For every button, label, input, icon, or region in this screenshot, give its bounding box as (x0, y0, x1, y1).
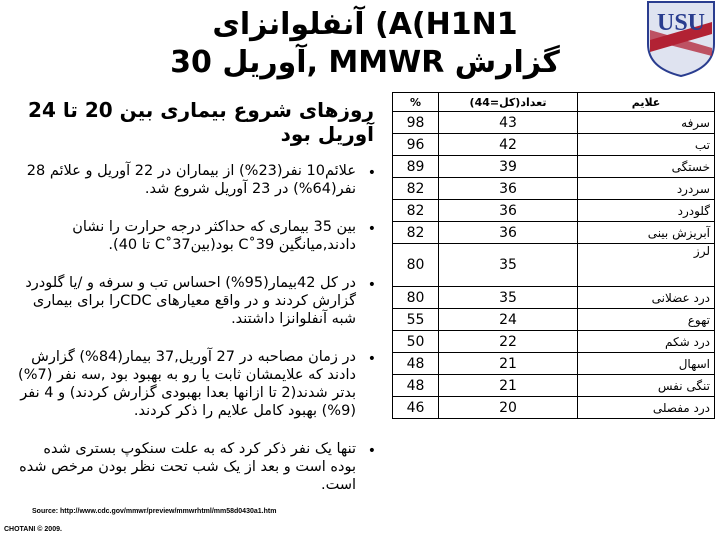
count-cell: 21 (439, 353, 578, 375)
symptom-cell: سردرد (578, 178, 715, 200)
percent-cell: 89 (393, 156, 439, 178)
bullet-icon: • (367, 221, 376, 237)
count-cell: 22 (439, 331, 578, 353)
bullet-text: بین 35 بیماری که حداکثر درجه حرارت را نشان دادند,میانگین 39˚C بود(بین37˚C تا 40). (72, 219, 356, 253)
bullet-item (12, 274, 384, 328)
bullet-list (12, 162, 384, 494)
count-cell: 21 (439, 375, 578, 397)
bullet-text: در زمان مصاحبه در 27 آوریل,37 بیمار(84%) گزارش دادند که علایمشان ثابت یا رو به بهبود بود ,سه نفر (7%) بدتر شدند(2 تا ازانها بعدا بهبودی گزارش کردند) و 4 نفر (9%) بهبود کامل علایم را ذکر کردند. (18, 349, 356, 419)
percent-cell: 80 (393, 287, 439, 309)
count-cell: 35 (439, 244, 578, 287)
bullet-item (12, 440, 384, 494)
svg-text:USU: USU (656, 10, 706, 36)
content-column (12, 98, 384, 514)
table-row (393, 222, 715, 244)
symptom-cell: گلودرد (578, 200, 715, 222)
bullet-item (12, 348, 384, 420)
table-row (393, 375, 715, 397)
count-cell: 42 (439, 134, 578, 156)
symptom-cell: خستگی (578, 156, 715, 178)
bullet-icon: • (367, 351, 376, 367)
bullet-text: تنها یک نفر ذکر کرد که به علت سنکوپ بستری شده بوده است و بعد از یک شب تحت نظر بودن مرخص شده است. (19, 441, 356, 493)
bullet-text: علائم10 نفر(23%) از بیماران در 22 آوریل و علائم 28 نفر(64%) در 23 آوریل شروع شد. (26, 163, 356, 197)
percent-cell: 98 (393, 112, 439, 134)
count-cell: 36 (439, 222, 578, 244)
symptom-cell: اسهال (578, 353, 715, 375)
count-cell: 36 (439, 178, 578, 200)
usu-logo (646, 0, 716, 78)
title-line-1: آنفلوانزای (A(H1N1 (212, 7, 518, 42)
table-row (393, 244, 715, 287)
bullet-item (12, 162, 384, 198)
percent-cell: 55 (393, 309, 439, 331)
bullet-item (12, 218, 384, 254)
table-header-row (393, 93, 715, 112)
header-count: تعداد(کل=44) (439, 93, 578, 112)
copyright-note: CHOTANI © 2009. (4, 526, 62, 533)
percent-cell: 82 (393, 200, 439, 222)
symptom-cell: سرفه (578, 112, 715, 134)
count-cell: 24 (439, 309, 578, 331)
count-cell: 20 (439, 397, 578, 419)
section-heading: روزهای شروع بیماری بین 20 تا 24 آوریل بود (28, 98, 374, 146)
source-citation: Source: http://www.cdc.gov/mmwr/preview/mmwrhtml/mm58d0430a1.htm (32, 508, 277, 515)
percent-cell: 46 (393, 397, 439, 419)
symptom-cell: تنگی نفس (578, 375, 715, 397)
symptom-cell: درد شکم (578, 331, 715, 353)
table-row (393, 134, 715, 156)
symptom-cell: درد عضلانی (578, 287, 715, 309)
bullet-icon: • (367, 165, 376, 181)
count-cell: 39 (439, 156, 578, 178)
count-cell: 35 (439, 287, 578, 309)
symptom-cell: تب (578, 134, 715, 156)
percent-cell: 82 (393, 178, 439, 200)
count-cell: 43 (439, 112, 578, 134)
count-cell: 36 (439, 200, 578, 222)
table-row (393, 331, 715, 353)
bullet-icon: • (367, 443, 376, 459)
percent-cell: 48 (393, 375, 439, 397)
table-row (393, 156, 715, 178)
symptom-cell: درد مفصلی (578, 397, 715, 419)
table-row (393, 397, 715, 419)
title-line-2: 30 آوریل, MMWR گزارش (170, 45, 560, 80)
percent-cell: 80 (393, 244, 439, 287)
symptom-cell: لرز (578, 244, 715, 287)
bullet-icon: • (367, 277, 376, 293)
table-row (393, 287, 715, 309)
table-row (393, 353, 715, 375)
table-row (393, 309, 715, 331)
bullet-text: در کل 42بیمار(95%) احساس تب و سرفه و /یا گلودرد گزارش کردند و در واقع معیارهای CDCرا برای بیماری شبه آنفلوانزا داشتند. (25, 275, 356, 327)
percent-cell: 96 (393, 134, 439, 156)
table-row (393, 200, 715, 222)
symptom-cell: آبریزش بینی (578, 222, 715, 244)
symptoms-table (392, 92, 715, 419)
header-symptom: علایم (578, 93, 715, 112)
table-row (393, 112, 715, 134)
slide-title (150, 6, 580, 82)
percent-cell: 82 (393, 222, 439, 244)
table-row (393, 178, 715, 200)
percent-cell: 48 (393, 353, 439, 375)
percent-cell: 50 (393, 331, 439, 353)
symptom-cell: تهوع (578, 309, 715, 331)
header-percent: % (393, 93, 439, 112)
